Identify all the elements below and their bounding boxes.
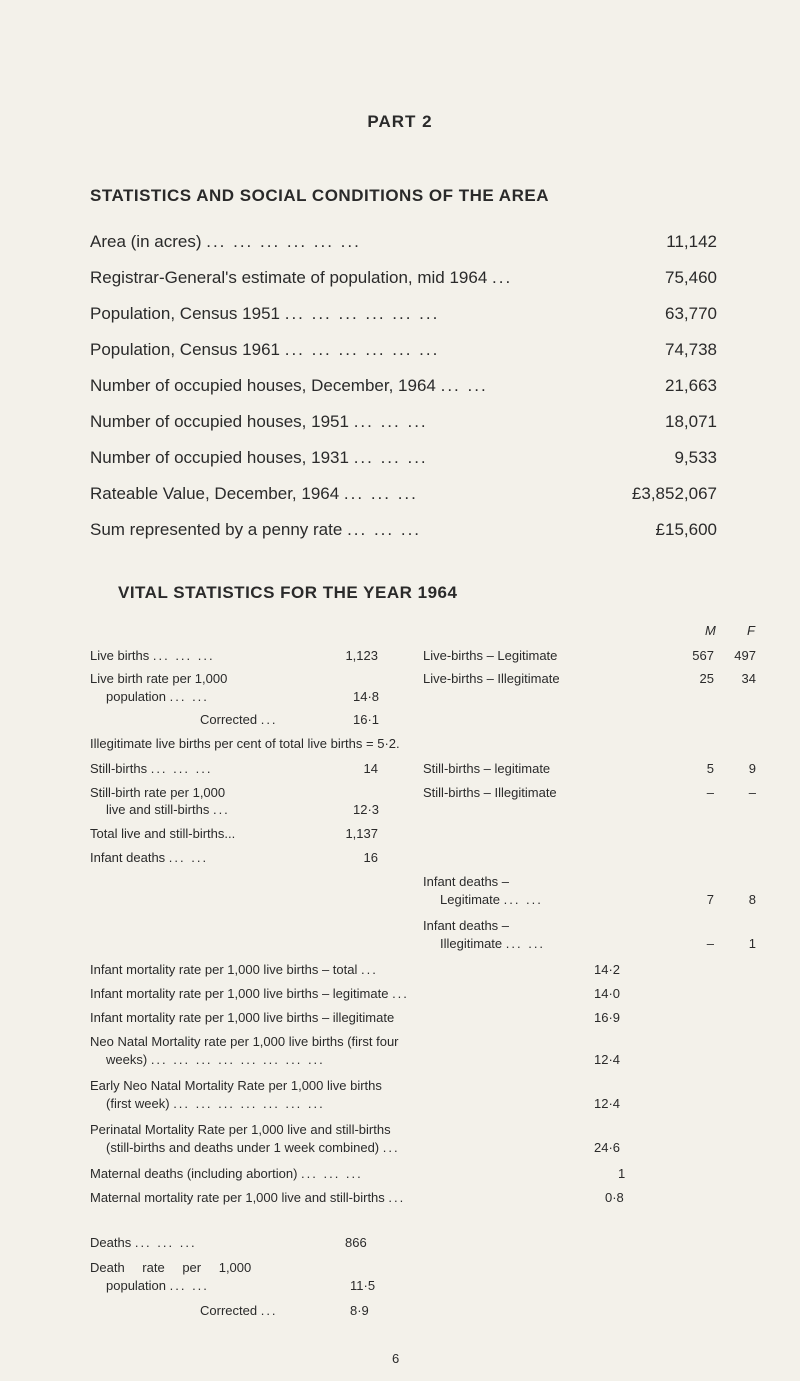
stat-row xyxy=(90,340,717,364)
still-birth-rate-label: Still-birth rate per 1,000 xyxy=(90,785,226,800)
rate-label: Early Neo Natal Mortality Rate per 1,000 live births xyxy=(90,1078,382,1093)
col-f-header: F xyxy=(747,623,755,638)
total-births-label: Total live and still-births... xyxy=(90,826,236,841)
part-title: PART 2 xyxy=(367,112,433,131)
id-illegitimate-m: – xyxy=(706,936,714,951)
section-statistics-title: STATISTICS AND SOCIAL CONDITIONS OF THE AREA xyxy=(90,186,549,205)
lb-legitimate-label: Live-births – Legitimate xyxy=(423,648,558,663)
stat-row xyxy=(90,484,717,508)
rate-label: Infant mortality rate per 1,000 live births – total ... xyxy=(90,962,378,977)
deaths-value: 866 xyxy=(345,1235,367,1250)
stat-label: Number of occupied houses, 1931 xyxy=(90,448,349,467)
rate-label: Infant mortality rate per 1,000 live births – legitimate ... xyxy=(90,986,409,1001)
live-birth-rate-label-cont: population ... ... xyxy=(106,689,209,704)
rate-value: 12·4 xyxy=(594,1052,621,1067)
death-corrected-value: 8·9 xyxy=(350,1303,369,1318)
stat-value: 63,770 xyxy=(665,304,717,323)
id-legitimate-f: 8 xyxy=(748,892,756,907)
stat-leader: ... ... xyxy=(440,376,488,395)
stat-row xyxy=(90,412,717,436)
rate-label-cont: weeks) ... ... ... ... ... ... ... ... xyxy=(106,1052,325,1067)
infant-deaths-value: 16 xyxy=(363,850,378,865)
stat-label: Number of occupied houses, December, 1964 xyxy=(90,376,436,395)
stat-row xyxy=(90,268,717,292)
rate-label: Neo Natal Mortality rate per 1,000 live births (first four xyxy=(90,1034,399,1049)
death-corrected-label: Corrected ... xyxy=(200,1303,278,1318)
total-births-value: 1,137 xyxy=(345,826,378,841)
stat-value: 75,460 xyxy=(665,268,717,287)
id-illegitimate-label-cont: Illegitimate ... ... xyxy=(440,936,546,951)
lb-illegitimate-f: 34 xyxy=(741,671,756,686)
stat-label: Number of occupied houses, 1951 xyxy=(90,412,349,431)
stat-value: 21,663 xyxy=(665,376,717,395)
stat-leader: ... ... ... xyxy=(343,484,418,503)
rate-label: Maternal mortality rate per 1,000 live and still-births ... xyxy=(90,1190,406,1205)
stat-value: 74,738 xyxy=(665,340,717,359)
live-births-value: 1,123 xyxy=(345,648,378,663)
stat-label: Population, Census 1961 xyxy=(90,340,280,359)
id-legitimate-m: 7 xyxy=(706,892,714,907)
death-rate-label: Death rate per 1,000 xyxy=(90,1260,252,1275)
stat-value: £3,852,067 xyxy=(631,484,717,503)
stat-leader: ... ... ... xyxy=(347,520,422,539)
death-rate-value: 11·5 xyxy=(350,1278,376,1293)
live-births-label: Live births ... ... ... xyxy=(90,648,215,663)
live-birth-rate-label: Live birth rate per 1,000 xyxy=(90,671,228,686)
col-m-header: M xyxy=(705,623,716,638)
rate-label: Maternal deaths (including abortion) ... ... ... xyxy=(90,1166,363,1181)
stat-label: Rateable Value, December, 1964 xyxy=(90,484,340,503)
infant-deaths-label: Infant deaths ... ... xyxy=(90,850,209,865)
lb-illegitimate-m: 25 xyxy=(699,671,714,686)
stat-leader: ... ... ... xyxy=(353,448,428,467)
rate-value: 24·6 xyxy=(594,1140,621,1155)
illegitimate-percent-note: Illegitimate live births per cent of total live births = 5·2. xyxy=(90,736,400,751)
id-illegitimate-f: 1 xyxy=(748,936,756,951)
deaths-label: Deaths ... ... ... xyxy=(90,1235,197,1250)
sb-illegitimate-label: Still-births – Illegitimate xyxy=(423,785,557,800)
id-illegitimate-label: Infant deaths – xyxy=(423,918,510,933)
sb-legitimate-m: 5 xyxy=(706,761,714,776)
stat-value: 9,533 xyxy=(674,448,717,467)
death-rate-label-cont: population ... ... xyxy=(106,1278,209,1293)
stat-value: 11,142 xyxy=(666,232,717,251)
rate-value: 16·9 xyxy=(594,1010,621,1025)
rate-value: 1 xyxy=(618,1166,626,1181)
sb-legitimate-label: Still-births – legitimate xyxy=(423,761,551,776)
live-birth-corrected-label: Corrected ... xyxy=(200,712,278,727)
section-vital-title: VITAL STATISTICS FOR THE YEAR 1964 xyxy=(118,583,458,602)
sb-legitimate-f: 9 xyxy=(748,761,756,776)
id-legitimate-label-cont: Legitimate ... ... xyxy=(440,892,543,907)
stat-label: Sum represented by a penny rate xyxy=(90,520,343,539)
lb-illegitimate-label: Live-births – Illegitimate xyxy=(423,671,560,686)
rate-value: 12·4 xyxy=(594,1096,621,1111)
stat-label: Registrar-General's estimate of population, mid 1964 xyxy=(90,268,488,287)
stat-row xyxy=(90,232,717,256)
stat-label: Population, Census 1951 xyxy=(90,304,280,323)
still-births-label: Still-births ... ... ... xyxy=(90,761,213,776)
sb-illegitimate-m: – xyxy=(706,785,714,800)
rate-value: 0·8 xyxy=(605,1190,624,1205)
rate-label: Perinatal Mortality Rate per 1,000 live and still-births xyxy=(90,1122,391,1137)
rate-value: 14·2 xyxy=(594,962,621,977)
live-birth-corrected-value: 16·1 xyxy=(353,712,380,727)
stat-row xyxy=(90,304,717,328)
lb-legitimate-f: 497 xyxy=(734,648,756,663)
page-number: 6 xyxy=(392,1351,400,1366)
stat-value: 18,071 xyxy=(665,412,717,431)
live-birth-rate-value: 14·8 xyxy=(353,689,380,704)
still-births-value: 14 xyxy=(363,761,378,776)
stat-value: £15,600 xyxy=(655,520,717,539)
rate-label-cont: (first week) ... ... ... ... ... ... ... xyxy=(106,1096,325,1111)
sb-illegitimate-f: – xyxy=(748,785,756,800)
rate-label-cont: (still-births and deaths under 1 week combined) ... xyxy=(106,1140,400,1155)
stat-row xyxy=(90,520,717,544)
stat-leader: ... ... ... ... ... ... xyxy=(284,304,440,323)
still-birth-rate-value: 12·3 xyxy=(353,802,380,817)
stat-label: Area (in acres) xyxy=(90,232,202,251)
rate-label: Infant mortality rate per 1,000 live births – illegitimate xyxy=(90,1010,395,1025)
stat-leader: ... ... ... xyxy=(353,412,428,431)
stat-leader: ... ... ... ... ... ... xyxy=(284,340,440,359)
stat-row xyxy=(90,448,717,472)
stat-row xyxy=(90,376,717,400)
stat-leader: ... xyxy=(492,268,513,287)
still-birth-rate-label-cont: live and still-births ... xyxy=(106,802,230,817)
id-legitimate-label: Infant deaths – xyxy=(423,874,510,889)
rate-value: 14·0 xyxy=(594,986,621,1001)
lb-legitimate-m: 567 xyxy=(692,648,714,663)
stat-leader: ... ... ... ... ... ... xyxy=(206,232,361,251)
